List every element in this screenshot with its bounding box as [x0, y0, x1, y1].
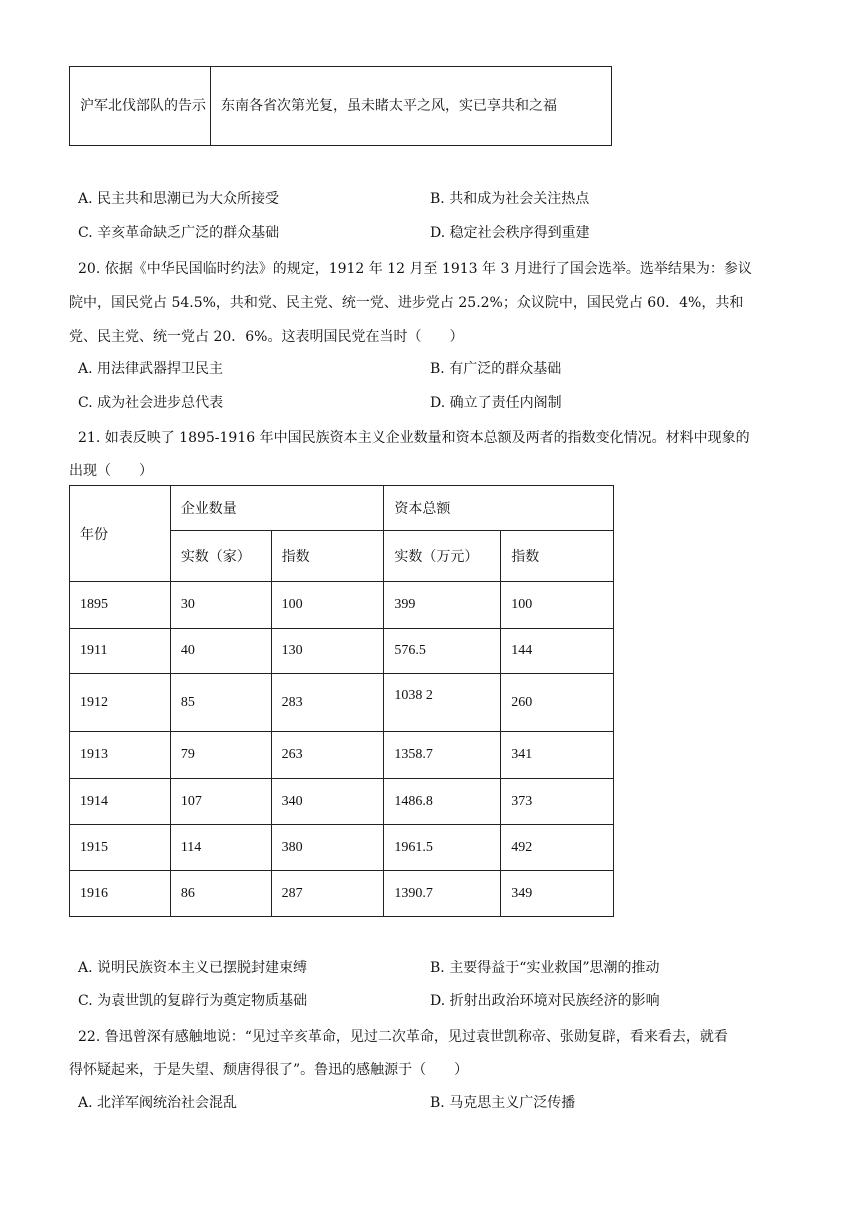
count-cell: 114	[170, 825, 271, 871]
option-a[interactable]: A. 北洋军阀统治社会混乱	[78, 1095, 238, 1111]
option-a[interactable]: A. 民主共和思潮已为大众所接受	[78, 191, 280, 207]
table-header-row	[70, 486, 614, 531]
count-cell: 86	[170, 871, 271, 917]
capital-index-cell: 100	[501, 582, 614, 629]
option-d[interactable]: D. 折射出政治环境对民族经济的影响	[430, 993, 660, 1009]
content-text: 东南各省次第光复，虽未睹太平之风，实已享共和之福	[221, 98, 557, 114]
table-row	[70, 825, 614, 871]
count-index-cell: 380	[271, 825, 384, 871]
year-cell: 1914	[70, 779, 171, 825]
option-a[interactable]: A. 用法律武器捍卫民主	[78, 361, 224, 377]
enterprise-count-header: 企业数量	[170, 486, 384, 531]
option-b[interactable]: B. 共和成为社会关注热点	[430, 191, 590, 207]
year-cell: 1916	[70, 871, 171, 917]
year-cell: 1913	[70, 732, 171, 779]
option-c[interactable]: C. 辛亥革命缺乏广泛的群众基础	[78, 225, 280, 241]
capital-index-cell: 260	[501, 674, 614, 732]
count-index-cell: 130	[271, 629, 384, 674]
table-row	[70, 779, 614, 825]
table-row	[70, 629, 614, 674]
capital-cell: 1390.7	[384, 871, 501, 917]
table-row	[70, 732, 614, 779]
capital-index-cell: 341	[501, 732, 614, 779]
capital-cell: 1358.7	[384, 732, 501, 779]
q20-stem-line3: 党、民主党、统一党占 20．6%。这表明国民党在当时（ ）	[69, 329, 464, 345]
q21-stem-line2: 出现（ ）	[69, 463, 153, 479]
count-index-cell: 100	[271, 582, 384, 629]
capital-cell: 576.5	[384, 629, 501, 674]
source-table	[69, 66, 612, 146]
option-b[interactable]: B. 有广泛的群众基础	[430, 361, 562, 377]
option-a[interactable]: A. 说明民族资本主义已摆脱封建束缚	[78, 960, 308, 976]
count-index-cell: 283	[271, 674, 384, 732]
capital-index-cell: 349	[501, 871, 614, 917]
capital-cell: 399	[384, 582, 501, 629]
table-row	[70, 674, 614, 732]
table-row	[70, 871, 614, 917]
year-cell: 1912	[70, 674, 171, 732]
count-cell: 107	[170, 779, 271, 825]
option-b[interactable]: B. 马克思主义广泛传播	[430, 1095, 576, 1111]
q22-stem-line1: 22. 鲁迅曾深有感触地说：“见过辛亥革命，见过二次革命，见过袁世凯称帝、张勋复辟，看来看去，就看	[78, 1029, 728, 1045]
table-row	[70, 67, 612, 146]
count-index-cell: 340	[271, 779, 384, 825]
capital-total-header: 资本总额	[384, 486, 614, 531]
enterprise-table	[69, 485, 614, 917]
year-header: 年份	[70, 486, 171, 582]
count-index-header: 指数	[271, 531, 384, 582]
source-text: 沪军北伐部队的告示	[80, 98, 206, 114]
capital-cell	[384, 674, 501, 732]
count-cell: 40	[170, 629, 271, 674]
table-row	[70, 582, 614, 629]
option-b[interactable]: B. 主要得益于“实业救国”思潮的推动	[430, 960, 660, 976]
capital-index-cell: 373	[501, 779, 614, 825]
year-cell: 1895	[70, 582, 171, 629]
option-d[interactable]: D. 稳定社会秩序得到重建	[430, 225, 590, 241]
q22-stem-line2: 得怀疑起来，于是失望、颓唐得很了”。鲁迅的感触源于（ ）	[69, 1062, 469, 1078]
option-c[interactable]: C. 成为社会进步总代表	[78, 395, 224, 411]
capital-cell: 1961.5	[384, 825, 501, 871]
option-d[interactable]: D. 确立了责任内阁制	[430, 395, 562, 411]
capital-cell: 1486.8	[384, 779, 501, 825]
q20-stem-line1: 20. 依据《中华民国临时约法》的规定，1912 年 12 月至 1913 年 3 月进行了国会选举。选举结果为：参议	[78, 261, 752, 277]
capital-value: 1038 2	[394, 688, 433, 703]
count-index-cell: 263	[271, 732, 384, 779]
count-actual-header: 实数（家）	[170, 531, 271, 582]
count-index-cell: 287	[271, 871, 384, 917]
q20-stem-line2: 院中，国民党占 54.5%，共和党、民主党、统一党、进步党占 25.2%；众议院中，国民党占 60．4%，共和	[69, 295, 744, 311]
source-cell	[70, 67, 211, 146]
year-cell: 1915	[70, 825, 171, 871]
capital-index-header: 指数	[501, 531, 614, 582]
q21-stem-line1: 21. 如表反映了 1895-1916 年中国民族资本主义企业数量和资本总额及两者的指数变化情况。材料中现象的	[78, 430, 750, 446]
count-cell: 30	[170, 582, 271, 629]
capital-actual-header: 实数（万元）	[384, 531, 501, 582]
capital-index-cell: 492	[501, 825, 614, 871]
option-c[interactable]: C. 为袁世凯的复辟行为奠定物质基础	[78, 993, 308, 1009]
capital-index-cell: 144	[501, 629, 614, 674]
content-cell	[211, 67, 612, 146]
count-cell: 79	[170, 732, 271, 779]
count-cell: 85	[170, 674, 271, 732]
year-cell: 1911	[70, 629, 171, 674]
